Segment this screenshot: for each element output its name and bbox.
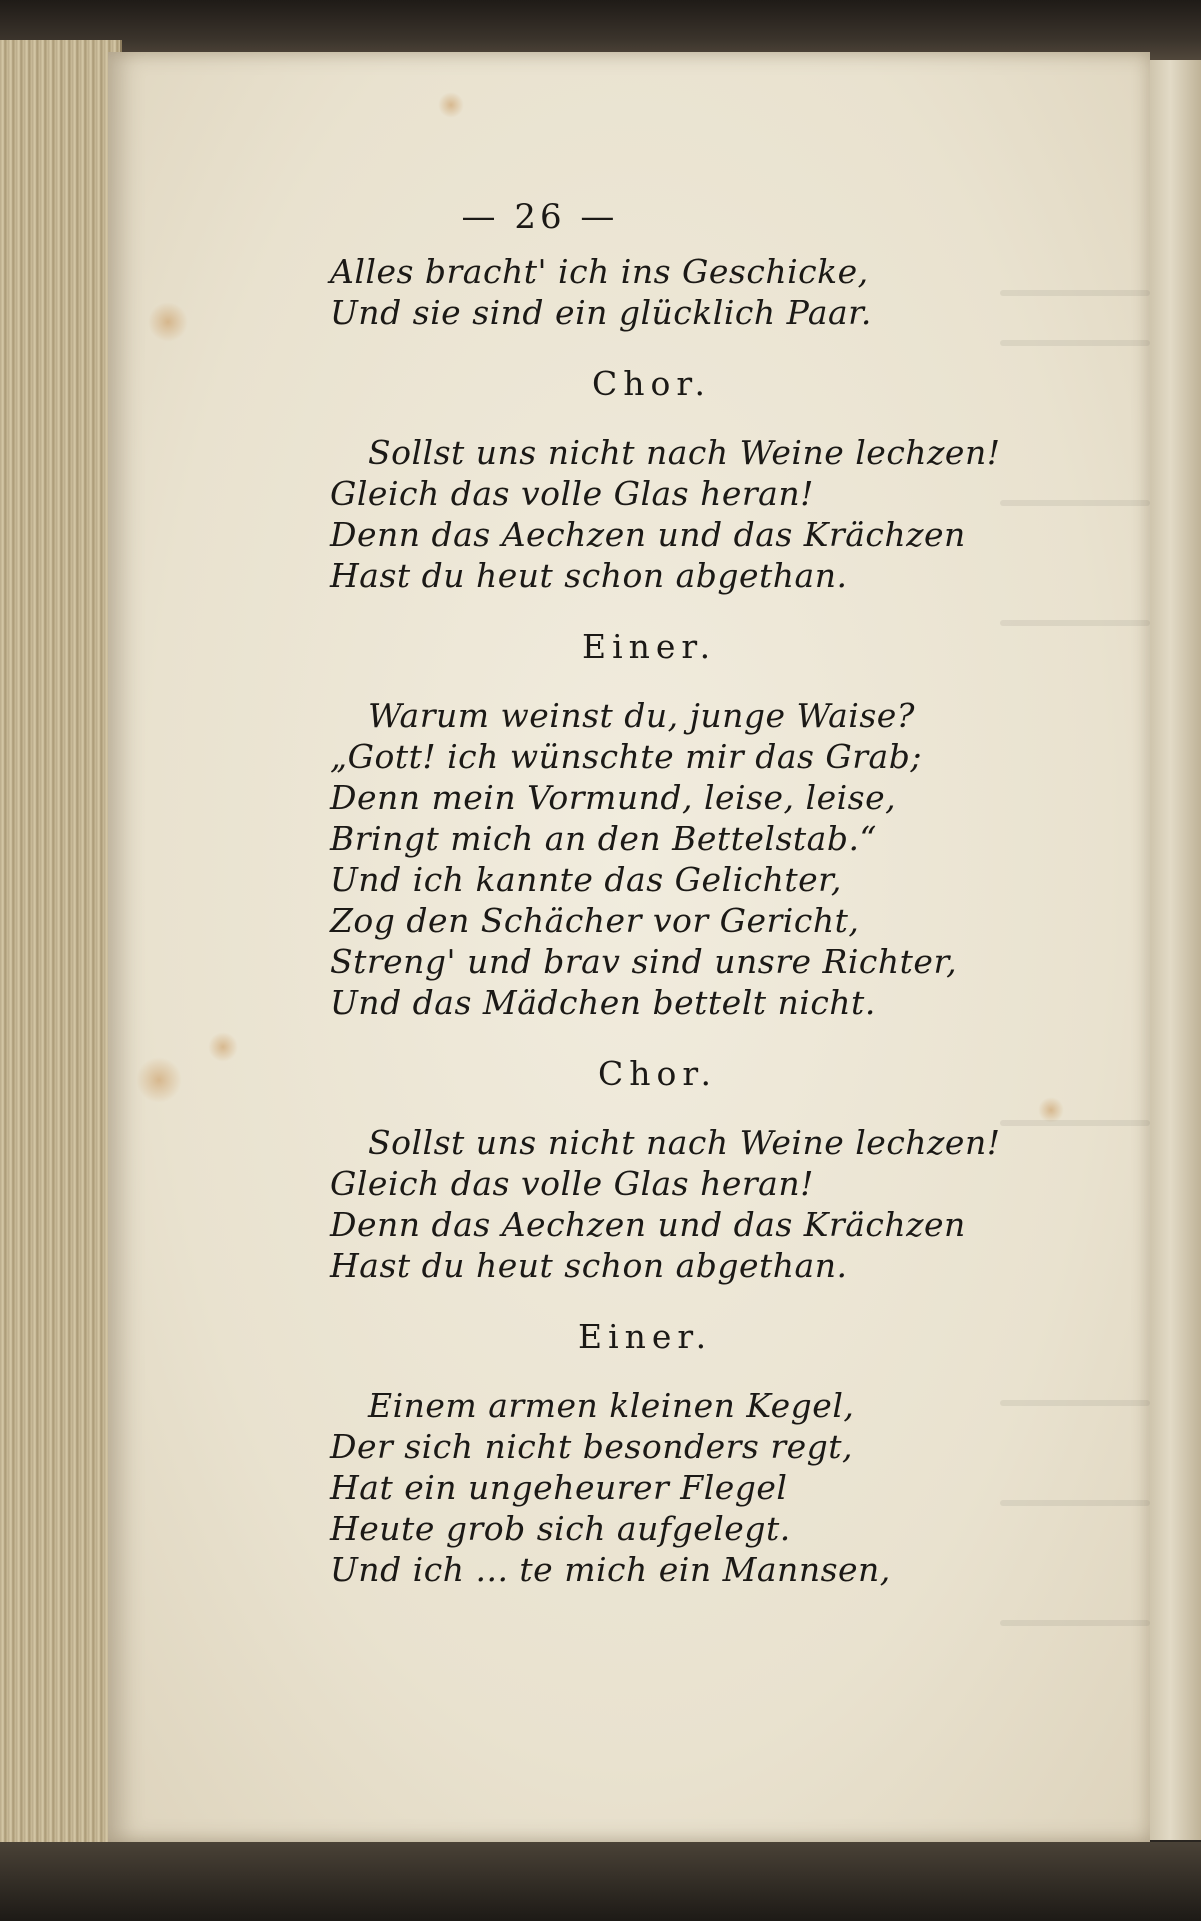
- foxing-spot: [148, 302, 188, 342]
- verse-line: Denn mein Vormund, leise, leise,: [330, 778, 897, 817]
- facing-page-edge: [1150, 60, 1201, 1840]
- verse-line: Und das Mädchen bettelt nicht.: [330, 983, 876, 1022]
- verse-line: Und ich kannte das Gelichter,: [330, 860, 842, 899]
- verse-line: Gleich das volle Glas heran!: [330, 1164, 814, 1203]
- verse-line: Einem armen kleinen Kegel,: [368, 1386, 855, 1425]
- verse-line: Heute grob sich aufgelegt.: [330, 1509, 791, 1548]
- verse-line: Bringt mich an den Bettelstab.“: [330, 819, 877, 858]
- speaker-heading: Chor.: [592, 364, 712, 403]
- verse-line: Und ich ... te mich ein Mannsen,: [330, 1550, 891, 1589]
- speaker-heading: Einer.: [578, 1317, 713, 1356]
- verse-line: Zog den Schächer vor Gericht,: [330, 901, 860, 940]
- verse-line: Streng' und brav sind unsre Richter,: [330, 942, 958, 981]
- verse-line: Warum weinst du, junge Waise?: [368, 696, 915, 735]
- page-text: [330, 195, 1030, 1590]
- speaker-heading: Chor.: [598, 1054, 718, 1093]
- verse-line: Sollst uns nicht nach Weine lechzen!: [368, 433, 1001, 472]
- verse-line: Denn das Aechzen und das Krächzen: [330, 515, 966, 554]
- foxing-spot: [208, 1032, 238, 1062]
- foxing-spot: [136, 1057, 182, 1103]
- show-through-line: [1000, 1620, 1150, 1626]
- verse-line: „Gott! ich wünschte mir das Grab;: [330, 737, 922, 776]
- book-bottom-edge: [0, 1842, 1201, 1921]
- verse-stanza: [330, 1122, 1030, 1286]
- verse-line: Sollst uns nicht nach Weine lechzen!: [368, 1123, 1001, 1162]
- verse-line: Der sich nicht besonders regt,: [330, 1427, 854, 1466]
- verse-stanza: [330, 251, 1030, 333]
- verse-stanza: [330, 432, 1030, 596]
- verse-line: Gleich das volle Glas heran!: [330, 474, 814, 513]
- verse-stanza: [330, 695, 1030, 1023]
- verse-line: Hat ein ungeheurer Flegel: [330, 1468, 788, 1507]
- verse-line: Hast du heut schon abgethan.: [330, 1246, 848, 1285]
- page-number: — 26 —: [461, 197, 619, 237]
- verse-line: Und sie sind ein glücklich Paar.: [330, 293, 872, 332]
- verse-stanza: [330, 1385, 1030, 1590]
- verse-line: Alles bracht' ich ins Geschicke,: [330, 252, 869, 291]
- verse-line: Hast du heut schon abgethan.: [330, 556, 848, 595]
- foxing-spot: [438, 92, 464, 118]
- page-stack-edge: [0, 40, 122, 1870]
- verse-line: Denn das Aechzen und das Krächzen: [330, 1205, 966, 1244]
- speaker-heading: Einer.: [582, 627, 717, 666]
